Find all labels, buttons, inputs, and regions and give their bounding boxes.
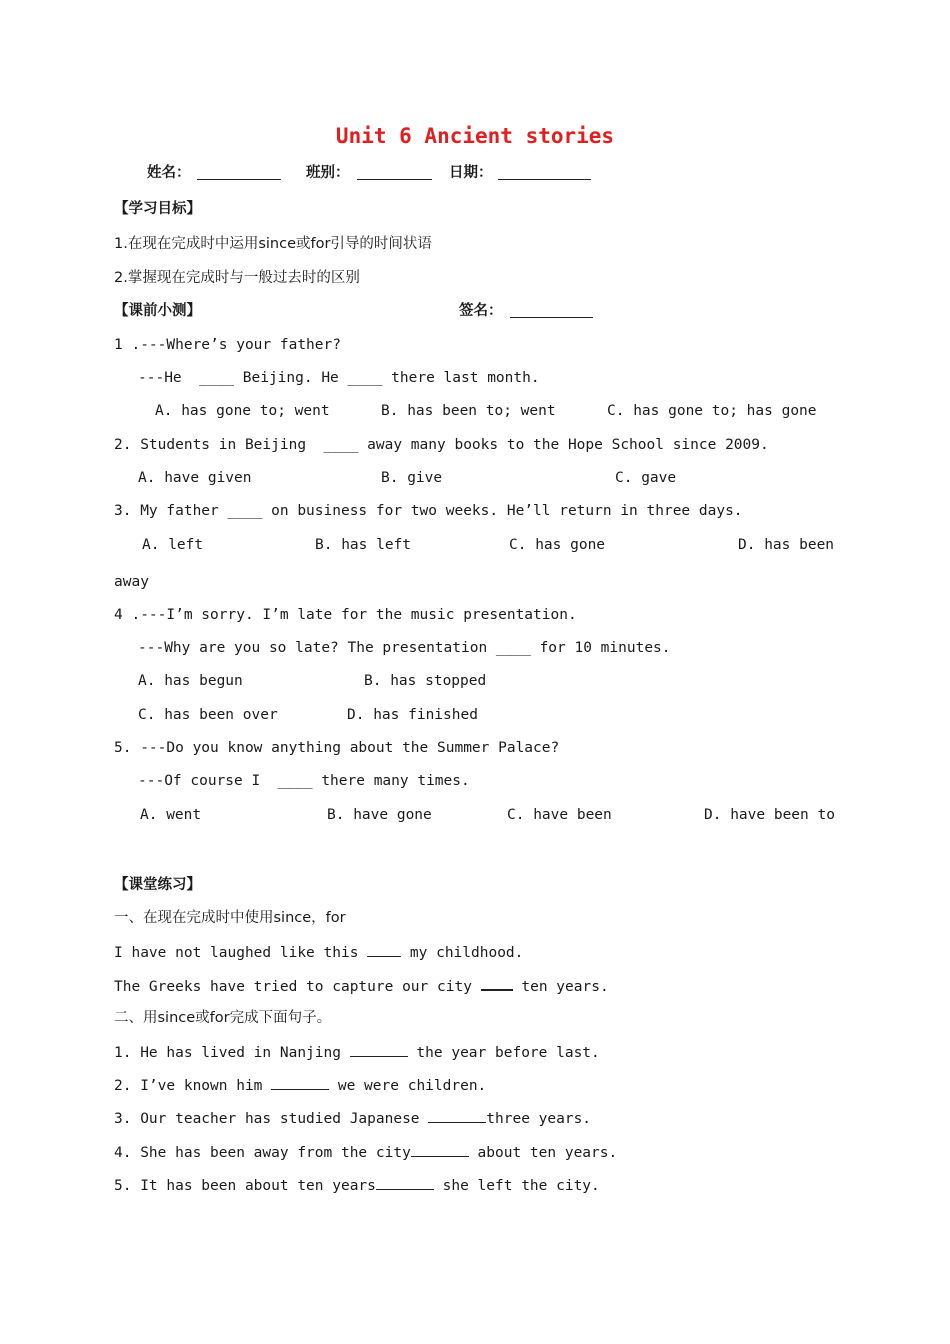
page-title: Unit 6 Ancient stories — [335, 124, 615, 148]
q3-option-b: B. has left — [315, 537, 412, 553]
q3-option-d-wrap: away — [114, 574, 149, 590]
q3-prompt: 3. My father ____ on business for two weeks. He’ll return in three days. — [114, 503, 743, 519]
practice-part2-sentence-4 — [114, 1142, 617, 1163]
pretest-heading: 【课前小测】 — [114, 303, 201, 319]
goal-item-1: 1.在现在完成时中运用since或for引导的时间状语 — [114, 236, 432, 252]
practice-part1-sentence-2 — [114, 975, 609, 997]
name-label: 姓名： — [147, 165, 191, 181]
practice-part2-sentence-2 — [114, 1075, 486, 1096]
q4-option-a: A. has begun — [138, 673, 243, 689]
fill-blank[interactable] — [367, 942, 401, 957]
q2-option-a: A. have given — [138, 470, 252, 486]
q5-option-a: A. went — [140, 807, 202, 823]
fill-blank[interactable] — [428, 1108, 486, 1123]
q4-option-d: D. has finished — [347, 707, 478, 723]
practice-heading: 【课堂练习】 — [114, 877, 201, 893]
sentence-text-after: my childhood. — [401, 945, 524, 961]
q4-option-c: C. has been over — [138, 707, 278, 723]
sentence-text-after: the year before last. — [407, 1045, 600, 1061]
q4-option-b: B. has stopped — [364, 673, 487, 689]
q4-response: ---Why are you so late? The presentation ____ for 10 minutes. — [138, 640, 671, 656]
q1-option-c: C. has gone to; has gone — [607, 403, 817, 419]
sentence-text-before: I have not laughed like this — [114, 945, 368, 961]
date-label: 日期： — [449, 165, 493, 181]
sentence-text-before: 5. It has been about ten years — [114, 1178, 376, 1194]
sentence-text-after: she left the city. — [433, 1178, 600, 1194]
q5-option-b: B. have gone — [327, 807, 432, 823]
q1-prompt: 1 .---Where’s your father? — [114, 337, 341, 353]
sentence-text-before: 1. He has lived in Nanjing — [114, 1045, 350, 1061]
practice-part1-heading: 一、在现在完成时中使用since，for — [114, 910, 346, 926]
sentence-text-after: we were children. — [329, 1078, 487, 1094]
date-blank — [498, 165, 591, 180]
practice-part2-sentence-5 — [114, 1175, 600, 1196]
sentence-text-after: about ten years. — [468, 1145, 618, 1161]
sentence-text-before: 4. She has been away from the city — [114, 1145, 411, 1161]
goal-item-2: 2.掌握现在完成时与一般过去时的区别 — [114, 270, 360, 286]
sentence-text-before: 2. I’ve known him — [114, 1078, 272, 1094]
q2-prompt: 2. Students in Beijing ____ away many books to the Hope School since 2009. — [114, 437, 769, 453]
practice-part2-heading: 二、用since或for完成下面句子。 — [114, 1010, 332, 1026]
fill-blank[interactable] — [271, 1075, 329, 1090]
q1-response: ---He ____ Beijing. He ____ there last month. — [138, 370, 540, 386]
q3-option-a: A. left — [142, 537, 204, 553]
class-blank — [357, 165, 432, 180]
q3-option-d: D. has been — [738, 537, 835, 553]
sign-blank — [510, 303, 593, 318]
q3-option-c: C. has gone — [509, 537, 606, 553]
fill-blank[interactable] — [376, 1175, 434, 1190]
q5-response: ---Of course I ____ there many times. — [138, 773, 470, 789]
q5-option-d: D. have been to — [704, 807, 835, 823]
sentence-text-after: three years. — [486, 1111, 592, 1127]
q5-prompt: 5. ---Do you know anything about the Summer Palace? — [114, 740, 560, 756]
name-blank — [197, 165, 281, 180]
sentence-text-before: 3. Our teacher has studied Japanese — [114, 1111, 429, 1127]
q5-option-c: C. have been — [507, 807, 612, 823]
goals-heading: 【学习目标】 — [114, 201, 201, 217]
q1-option-a: A. has gone to; went — [155, 403, 330, 419]
sentence-text-before: The Greeks have tried to capture our city — [114, 979, 481, 995]
class-label: 班别： — [306, 165, 350, 181]
practice-part2-sentence-3 — [114, 1108, 591, 1129]
practice-part2-sentence-1 — [114, 1042, 600, 1063]
sentence-text-after: ten years. — [512, 979, 609, 995]
q4-prompt: 4 .---I’m sorry. I’m late for the music presentation. — [114, 607, 577, 623]
sign-label: 签名： — [459, 303, 503, 319]
q1-option-b: B. has been to; went — [381, 403, 556, 419]
q2-option-b: B. give — [381, 470, 443, 486]
fill-blank[interactable] — [350, 1042, 408, 1057]
practice-part1-sentence-1 — [114, 942, 523, 963]
fill-blank[interactable] — [411, 1142, 469, 1157]
q2-option-c: C. gave — [615, 470, 677, 486]
fill-blank[interactable] — [481, 975, 513, 991]
